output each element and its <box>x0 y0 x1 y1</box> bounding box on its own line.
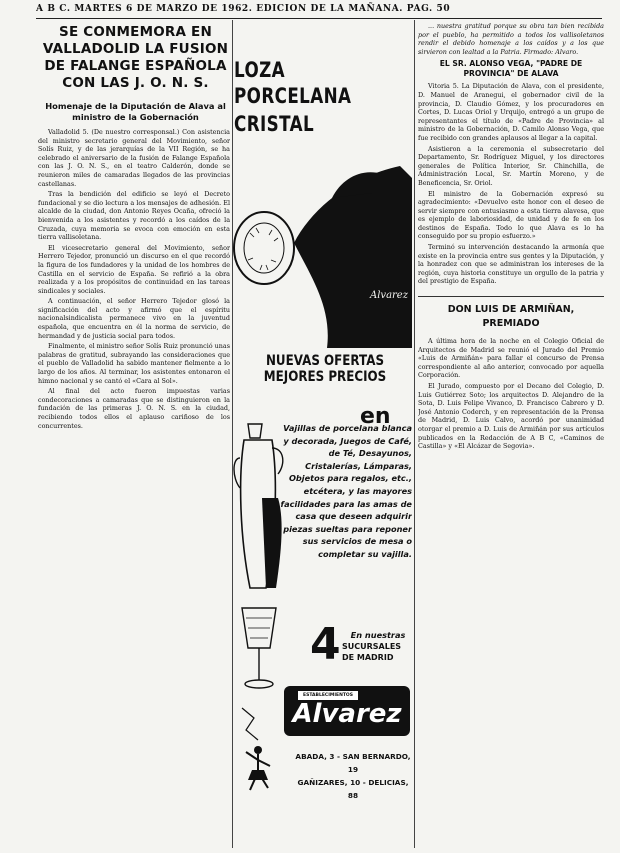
advertisement <box>232 58 412 848</box>
paragraph: Valladolid 5. (De nuestro corresponsal.) Con asistencia del ministro secretario general del Movimiento, señor Solís Ruiz, y de las jerarquías de la VII Región, se ha celebrado el aniversario de la fusión de Falange Española con las J. O. N. S., en el teatro Calderón, donde se reunieron miles de camaradas llegados de las provincias castellanas. <box>38 128 230 188</box>
paragraph: Al final del acto fueron impuestas varias condecoraciones a camaradas que se distinguieron en la fundación de las primeras J. O. N. S. en la ciudad, recibiendo todos ellos el aplauso cariñoso de los concurrentes. <box>38 387 230 430</box>
paragraph: El ministro de la Gobernación expresó su agradecimiento: «Devuelvo este honor con el deseo de servir siempre con entusiasmo a esta tierra alavesa, que es ejemplo de laboriosidad, de unidad y de fe en los destinos de España. Todo lo que Alava es lo ha conseguido por su propio esfuerzo.» <box>418 189 604 241</box>
ad-offer-line-1: NUEVAS OFERTAS <box>265 353 385 369</box>
paragraph: A última hora de la noche en el Colegio Oficial de Arquitectos de Madrid se reunió el Jurado del Premio «Luis de Armiñán» para fallar el concurso de Prensa correspondiente al año anterior, convocado por aquella Corporación. <box>418 337 604 380</box>
paragraph: Terminó su intervención destacando la armonía que existe en la provincia entre sus gentes y la Diputación, y la honradez con que se administran los intereses de la región, cuya historia constituye un orgullo de la patria y del prestigio de España. <box>418 243 604 286</box>
hand-holding-plate-illustration <box>232 138 412 348</box>
right-column <box>418 22 604 848</box>
paragraph: Tras la bendición del edificio se leyó el Decreto fundacional y se dio lectura a los mensajes de adhesión. El alcalde de la ciudad, don Antonio Reyes Ocaña, ofreció la bienvenida a los asistentes y recordó a los caídos de la Cruzada, cuya memoria se evoca con emoción en esta tierra vallisoletana. <box>38 190 230 242</box>
article-headline: SE CONMEMORA EN VALLADOLID LA FUSION DE FALANGE ESPAÑOLA CON LAS J. O. N. S. <box>42 24 229 91</box>
section-heading-alonso-vega: EL SR. ALONSO VEGA, "PADRE DE PROVINCIA" DE ALAVA <box>439 59 583 78</box>
ad-offer-line-2: MEJORES PRECIOS <box>263 369 387 385</box>
column-rule-right <box>414 20 415 848</box>
paragraph: A continuación, el señor Herrero Tejedor glosó la significación del acto y afirmó que el espíritu nacionalsindicalista permanece vivo en la juventud española, que encuentra en él la norma de servicio, de hermandad y de justicia social para todos. <box>38 297 230 340</box>
left-article-body <box>38 128 230 846</box>
paragraph: Vitoria 5. La Diputación de Alava, con el presidente, D. Manuel de Aranegui, el gobernador civil de la provincia, D. Claudio Gómez, y los procuradores en Cortes, D. Lucas Oriol y Urquijo, entregó a un grupo de representantes el título de «Padre de Provincia» al ministro de la Gobernación, D. Camilo Alonso Vega, que fue recibido con grandes aplausos al llegar a la capital. <box>418 82 604 142</box>
paragraph: El Jurado, compuesto por el Decano del Colegio, D. Luis Gutiérrez Soto; los arquitectos D. Alejandro de la Sota, D. Luis Felipe Vivanco, D. Francisco Cabrero y D. José Antonio Coderch, y en representación de la Prensa de Madrid, D. Luis Calvo, acordó por unanimidad otorgar el premio a D. Luis de Armiñán por sus artículos publicados en la Redacción de A B C, «Caminos de Castilla» y «El Alcázar de Segovia». <box>418 382 604 451</box>
ad-branches-number: 4 <box>310 619 341 670</box>
intro-paragraph: ... nuestra gratitud porque su obra tan bien recibida por el pueblo, ha permitido a todos los vallisoletanos rendir el debido homenaje a los caídos y a los que sirvieron con lealtad a la Patria. Firmado: Alvaro. <box>418 22 604 56</box>
paragraph: Finalmente, el ministro señor Solís Ruiz pronunció unas palabras de gratitud, subrayando las consideraciones que el pueblo de Valladolid ha sabido mantener fielmente a lo largo de los años. Al terminar, los asistentes entonaron el himno nacional y se cantó el «Cara al Sol». <box>38 342 230 385</box>
ad-address-line: GAÑIZARES, 10 - DELICIAS, 88 <box>297 778 409 800</box>
ad-branches-label: SUCURSALES DE MADRID <box>342 642 402 662</box>
article-subhead: Homenaje de la Diputación de Alava al ministro de la Gobernación <box>45 101 226 122</box>
running-head: A B C. MARTES 6 DE MARZO DE 1962. EDICION DE LA MAÑANA. PAG. 50 <box>36 2 602 19</box>
ad-en: en <box>360 404 391 429</box>
ad-branches <box>342 630 412 663</box>
ad-body-text: Vajillas de porcelana blanca y decorada, Juegos de Café, de Té, Desayunos, Cristalerías, Lámparas, Objetos para regalos, etc., etcétera, y las mayores facilidades para las amas de casa que deseen adquirir piezas sueltas para reponer sus servicios de mesa o completar su vajilla. <box>280 423 412 559</box>
paragraph: Asistieron a la ceremonia el subsecretario del Departamento, Sr. Rodríguez Miguel, y los directores generales de Política Interior, Sr. Chinchilla, de Administración Local, Sr. Martín Moreno, y de Beneficencia, Sr. Oriol. <box>418 144 604 187</box>
dancing-figure-illustration <box>238 742 278 802</box>
ad-logo <box>284 686 410 736</box>
ad-address-line: ABADA, 3 - SAN BERNARDO, 19 <box>295 752 411 774</box>
ad-branches-intro: En nuestras <box>350 630 406 640</box>
paragraph: El vicesecretario general del Movimiento, señor Herrero Tejedor, pronunció un discurso en el que recordó la figura de los fundadores y la unidad de los hombres de Castilla en el servicio de España. Se refirió a la obra realizada y a los propósitos de continuidad en las tareas sindicales y sociales. <box>38 243 230 295</box>
ad-address <box>294 750 412 802</box>
ad-brand-script: Alvarez <box>370 290 408 301</box>
ad-headline-cristal: CRISTAL <box>234 112 315 137</box>
ad-headline-loza: LOZA <box>234 58 286 83</box>
section-heading-arminan: DON LUIS DE ARMIÑAN, PREMIADO <box>418 296 604 331</box>
ad-logo-small-text: ESTABLECIMIENTOS <box>298 691 358 700</box>
ad-logo-text: Alvarez <box>292 699 402 729</box>
ad-headline-porcelana: PORCELANA <box>234 84 352 109</box>
